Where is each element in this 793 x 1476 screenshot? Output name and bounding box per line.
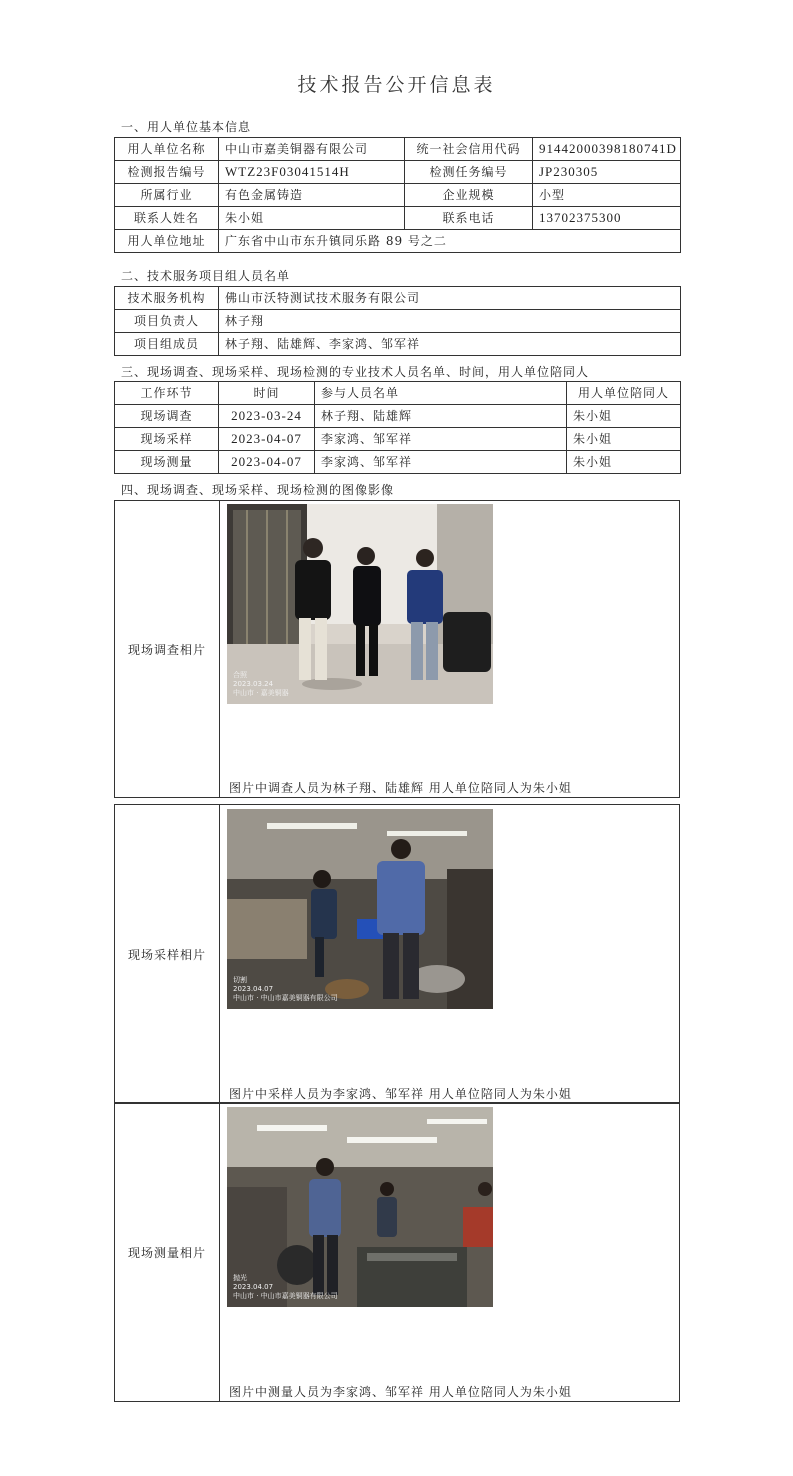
table-cell: 现场调查 xyxy=(115,405,219,428)
photo-label: 现场采样相片 xyxy=(115,805,220,1103)
field-value: 91442000398180741D xyxy=(533,138,681,161)
field-value: WTZ23F03041514H xyxy=(219,161,405,184)
field-label: 企业规模 xyxy=(405,184,533,207)
table-cell: 朱小姐 xyxy=(567,451,681,474)
table-row xyxy=(115,138,681,161)
field-value: 佛山市沃特测试技术服务有限公司 xyxy=(219,287,681,310)
table-cell: 2023-04-07 xyxy=(219,428,315,451)
photo-label: 现场测量相片 xyxy=(115,1103,220,1401)
table-cell: 朱小姐 xyxy=(567,428,681,451)
table-cell: 2023-04-07 xyxy=(219,451,315,474)
photo-watermark: 合照 2023.03.24 中山市 · 嘉美铜器 xyxy=(233,671,289,697)
column-header: 参与人员名单 xyxy=(315,382,567,405)
photo-watermark: 抛光 2023.04.07 中山市 · 中山市嘉美铜器有限公司 xyxy=(233,1274,338,1300)
photo-caption: 图片中采样人员为李家鸿、邹军祥 用人单位陪同人为朱小姐 xyxy=(229,1087,572,1101)
section3-heading: 三、现场调查、现场采样、现场检测的专业技术人员名单、时间，用人单位陪同人 xyxy=(121,365,590,379)
table-header-row xyxy=(115,382,681,405)
table-row xyxy=(115,428,681,451)
site-work-table xyxy=(114,381,681,474)
field-label: 联系电话 xyxy=(405,207,533,230)
team-table xyxy=(114,286,681,356)
field-value: 林子翔 xyxy=(219,310,681,333)
field-value: 有色金属铸造 xyxy=(219,184,405,207)
field-value: 朱小姐 xyxy=(219,207,405,230)
unit-info-table xyxy=(114,137,681,253)
measuring-photo-block xyxy=(114,1102,680,1402)
table-cell: 李家鸿、邹军祥 xyxy=(315,451,567,474)
table-row xyxy=(115,161,681,184)
field-label: 统一社会信用代码 xyxy=(405,138,533,161)
column-header: 工作环节 xyxy=(115,382,219,405)
field-label: 检测任务编号 xyxy=(405,161,533,184)
table-row xyxy=(115,333,681,356)
table-cell: 林子翔、陆雄辉 xyxy=(315,405,567,428)
field-label: 所属行业 xyxy=(115,184,219,207)
field-label: 项目组成员 xyxy=(115,333,219,356)
table-row xyxy=(115,287,681,310)
field-label: 技术服务机构 xyxy=(115,287,219,310)
section2-heading: 二、技术服务项目组人员名单 xyxy=(121,269,291,283)
table-row xyxy=(115,405,681,428)
photo-label: 现场调查相片 xyxy=(115,501,220,797)
photo-caption: 图片中调查人员为林子翔、陆雄辉 用人单位陪同人为朱小姐 xyxy=(229,781,572,795)
column-header: 用人单位陪同人 xyxy=(567,382,681,405)
survey-photo xyxy=(227,504,493,704)
table-row xyxy=(115,310,681,333)
section1-heading: 一、用人单位基本信息 xyxy=(121,120,252,134)
address-value: 广东省中山市东升镇同乐路 89 号之二 xyxy=(219,230,681,253)
table-cell: 朱小姐 xyxy=(567,405,681,428)
table-cell: 现场采样 xyxy=(115,428,219,451)
field-label: 项目负责人 xyxy=(115,310,219,333)
field-value: 13702375300 xyxy=(533,207,681,230)
table-row xyxy=(115,207,681,230)
column-header: 时间 xyxy=(219,382,315,405)
field-value: 中山市嘉美铜器有限公司 xyxy=(219,138,405,161)
survey-photo-block xyxy=(114,500,680,798)
table-row xyxy=(115,230,681,253)
table-cell: 2023-03-24 xyxy=(219,405,315,428)
field-value: 小型 xyxy=(533,184,681,207)
field-label: 用人单位名称 xyxy=(115,138,219,161)
sampling-photo-block xyxy=(114,804,680,1104)
section4-heading: 四、现场调查、现场采样、现场检测的图像影像 xyxy=(121,483,395,497)
sampling-photo xyxy=(227,809,493,1009)
field-label: 检测报告编号 xyxy=(115,161,219,184)
field-label: 联系人姓名 xyxy=(115,207,219,230)
field-value: 林子翔、陆雄辉、李家鸿、邹军祥 xyxy=(219,333,681,356)
table-cell: 李家鸿、邹军祥 xyxy=(315,428,567,451)
table-row xyxy=(115,184,681,207)
field-value: JP230305 xyxy=(533,161,681,184)
table-cell: 现场测量 xyxy=(115,451,219,474)
measuring-photo xyxy=(227,1107,493,1307)
photo-watermark: 切割 2023.04.07 中山市 · 中山市嘉美铜器有限公司 xyxy=(233,976,338,1002)
table-row xyxy=(115,451,681,474)
page-title: 技术报告公开信息表 xyxy=(297,74,496,96)
field-label: 用人单位地址 xyxy=(115,230,219,253)
photo-caption: 图片中测量人员为李家鸿、邹军祥 用人单位陪同人为朱小姐 xyxy=(229,1385,572,1399)
